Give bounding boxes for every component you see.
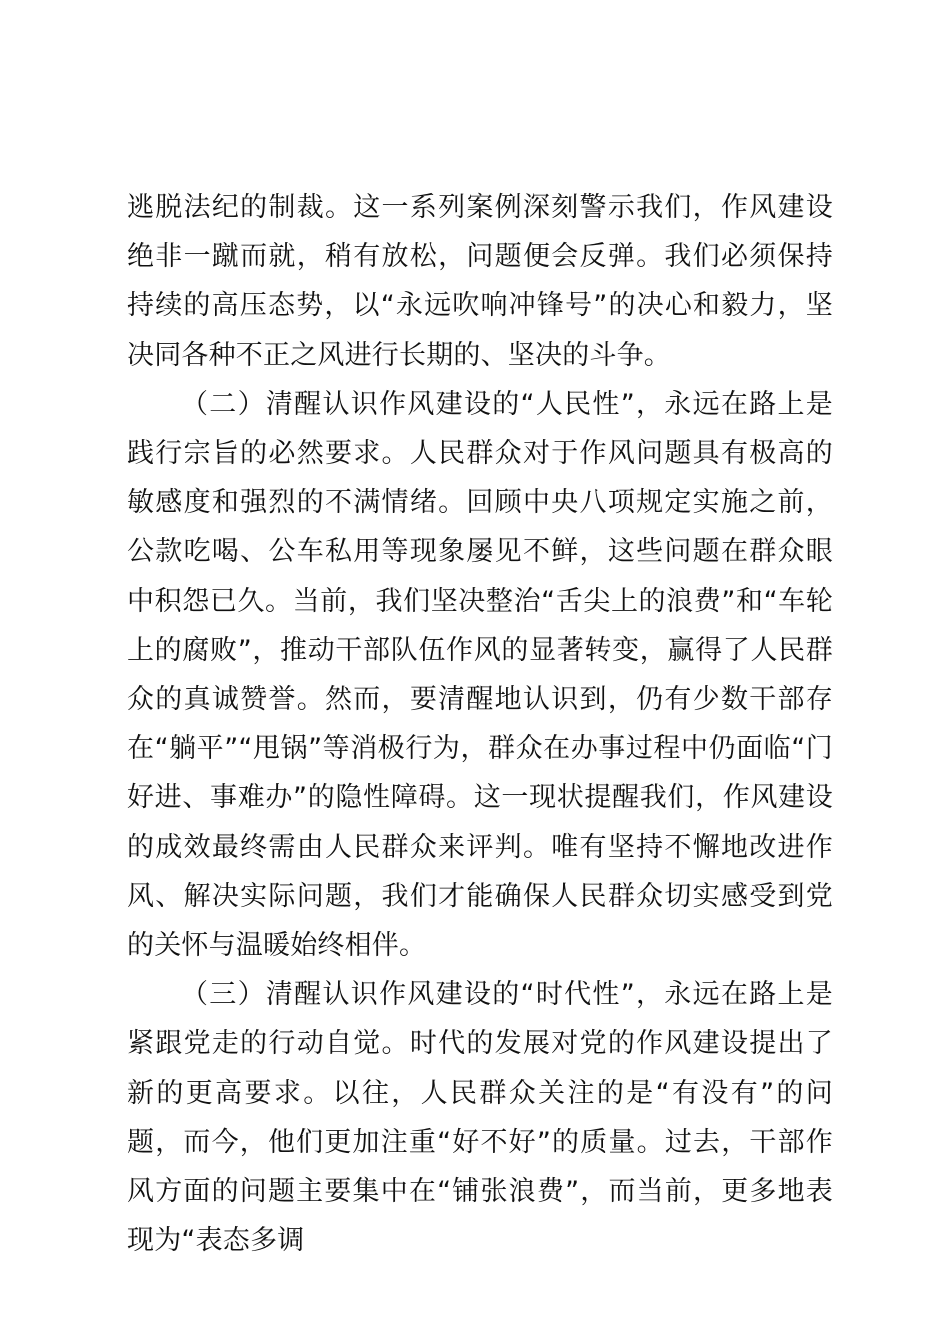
paragraph-section-two: （二）清醒认识作风建设的“人民性”，永远在路上是践行宗旨的必然要求。人民群众对于作风问题具有极高的敏感度和强烈的不满情绪。回顾中央八项规定实施之前，公款吃喝、公车私用等现象屡见不鲜，这些问题在群众眼中积怨已久。当前，我们坚决整治“舌尖上的浪费”和“车轮上的腐败”，推动干部队伍作风的显著转变，赢得了人民群众的真诚赞誉。然而，要清醒地认识到，仍有少数干部存在“躺平”“甩锅”等消极行为，群众在办事过程中仍面临“门好进、事难办”的隐性障碍。这一现状提醒我们，作风建设的成效最终需由人民群众来评判。唯有坚持不懈地改进作风、解决实际问题，我们才能确保人民群众切实感受到党的关怀与温暖始终相伴。 bbox=[127, 388, 833, 962]
document-body bbox=[127, 183, 833, 1265]
paragraph-continuation: 逃脱法纪的制裁。这一系列案例深刻警示我们，作风建设绝非一蹴而就，稍有放松，问题便会反弹。我们必须保持持续的高压态势，以“永远吹响冲锋号”的决心和毅力，坚决同各种不正之风进行长期的、坚决的斗争。 bbox=[127, 192, 833, 371]
paragraph-section-three: （三）清醒认识作风建设的“时代性”，永远在路上是紧跟党走的行动自觉。时代的发展对党的作风建设提出了新的更高要求。以往，人民群众关注的是“有没有”的问题，而今，他们更加注重“好不好”的质量。过去，干部作风方面的问题主要集中在“铺张浪费”，而当前，更多地表现为“表态多调 bbox=[127, 979, 833, 1257]
